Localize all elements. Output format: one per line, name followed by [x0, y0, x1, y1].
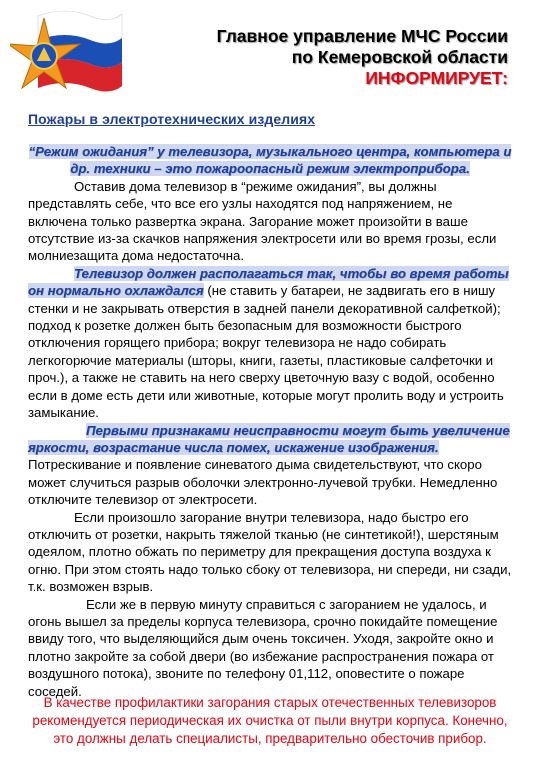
document-body: [28, 143, 512, 700]
placement-highlight: Телевизор должен располагаться так, чтобы во время работы он нормально охлаждался: [28, 265, 509, 299]
header: [0, 0, 536, 110]
paragraph-standby-mode: Оставив дома телевизор в “режиме ожидания”, вы должны представлять себе, что все его узлы находятся под напряжением, не включена только развертка экрана. Загорание может произойти в ваше отсутствие из-за скачков напряжения электросети или во время грозы, если молниезащита дома недостаточна.: [28, 178, 497, 264]
subheading: [28, 143, 512, 178]
paragraph-malfunction-signs: [28, 422, 512, 457]
document-title: Пожары в электротехнических изделиях: [28, 111, 316, 127]
paragraph-malfunction-text: Потрескивание и появление синеватого дыма свидетельствуют, что скоро может случиться разрыв оболочки электронно-лучевой трубки. Немедленно отключите телевизор от электросети.: [28, 457, 498, 508]
informs-label: ИНФОРМИРУЕТ:: [365, 68, 508, 88]
paragraph-evacuation: Если же в первую минуту справиться с загоранием не удалось, и огонь вышел за пределы корпуса телевизора, срочно покидайте помещение ввиду того, что выделяющийся дым очень токсичен. Уходя, закройте окно и плотно закройте за собой двери (во избежание распространения пожара от воздушного потока), звоните по телефону 01,112, оповестите о пожаре соседей.: [28, 596, 498, 699]
subheading-text: “Режим ожидания” у телевизора, музыкального центра, компьютера и др. техники – это пожароопасный режим электроприбора.: [28, 144, 512, 177]
mchs-emblem-icon: [10, 6, 125, 106]
org-name-line2: по Кемеровской области: [291, 47, 508, 67]
paragraph-fire-inside: Если произошло загорание внутри телевизора, надо быстро его отключить от розетки, накрыть тяжелой тканью (не синтетикой!), шерстяным одеялом, плотно обжать по периметру для прекращения доступа воздуха к огню. При этом стоять надо только сбоку от телевизора, ни спереди, ни сзади, т.к. возможен взрыв.: [28, 509, 512, 595]
placement-text: (не ставить у батареи, не задвигать его в нишу стенки и не закрывать отверстия в задней панели декоративной салфеткой); подход к розетке должен быть безопасным для возможности быстрого отключения горящего прибора; вокруг телевизора не надо собирать легкогорючие материалы (шторы, книги, газеты, пластиковые салфеточки и проч.), а также не ставить на него сверху цветочную вазу с водой, особенно если в доме есть дети или животные, которые могут пролить воду и устроить замыкание.: [28, 283, 504, 421]
organization-name: [217, 26, 508, 89]
org-name-line1: Главное управление МЧС России: [216, 26, 508, 46]
malfunction-highlight: Первыми признаками неисправности могут быть увеличение яркости, возрастание числа помех, искажение изображения.: [28, 422, 510, 455]
prevention-note: В качестве профилактики загорания старых отечественных телевизоров рекомендуется периодическая их очистка от пыли внутри корпуса. Конечно, это должны делать специалисты, предварительно обесточив прибор.: [32, 695, 508, 746]
paragraph-placement: [28, 265, 512, 422]
